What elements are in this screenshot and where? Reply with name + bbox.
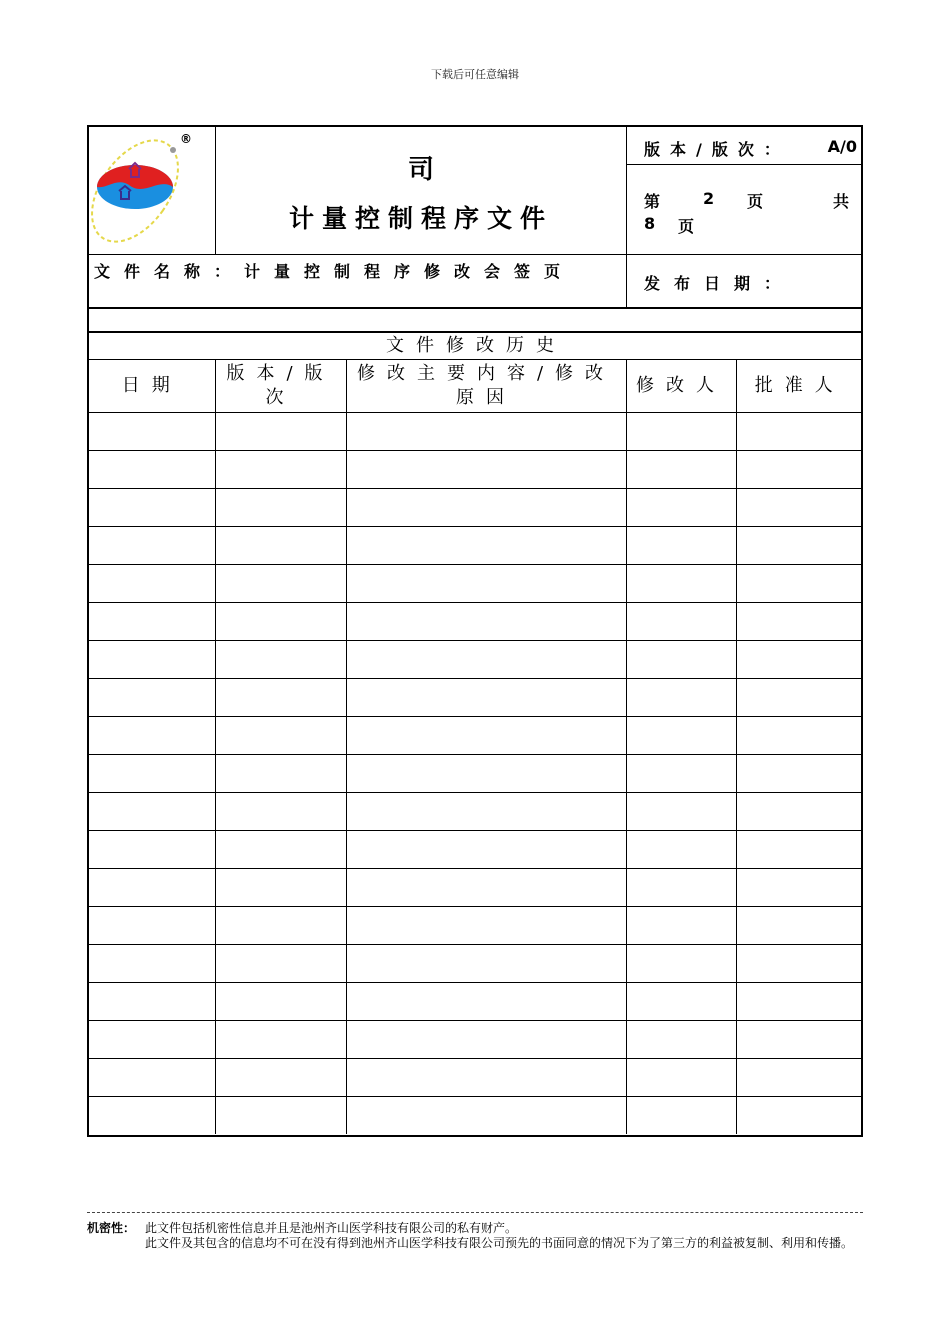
page-total: 8 [644,214,656,233]
cell-approver [736,1097,863,1135]
cell-approver [736,717,863,755]
document-title: 计量控制程序文件 [288,204,553,233]
cell-content [346,527,626,565]
cell-approver [736,489,863,527]
cell-modifier [626,451,736,489]
cell-approver [736,831,863,869]
cell-content [346,1097,626,1135]
col-header-modifier: 修改人 [626,360,736,413]
cell-date [89,603,215,641]
cell-approver [736,907,863,945]
table-row [89,1097,863,1135]
cell-approver [736,945,863,983]
page-suffix: 页 [747,192,764,211]
table-row [89,983,863,1021]
cell-date [89,451,215,489]
spacer-row [89,309,863,332]
file-name-cell [89,255,627,307]
cell-date [89,907,215,945]
cell-approver [736,679,863,717]
cell-content [346,869,626,907]
cell-modifier [626,565,736,603]
history-title: 文件修改历史 [89,332,863,360]
col-header-approver: 批准人 [736,360,863,413]
cell-modifier [626,679,736,717]
cell-content [346,831,626,869]
table-row [89,1021,863,1059]
col-header-content: 修改主要内容/修改原因 [346,360,626,413]
cell-date [89,793,215,831]
cell-date [89,945,215,983]
revision-history-table [87,309,863,1137]
table-row [89,679,863,717]
cell-date [89,831,215,869]
table-row [89,869,863,907]
version-label: 版本/版次： [644,140,790,159]
table-row [89,413,863,451]
table-row [89,755,863,793]
cell-modifier [626,413,736,451]
version-value: A/0 [827,137,857,156]
cell-date [89,565,215,603]
cell-modifier [626,717,736,755]
release-date-cell [627,255,863,307]
registered-mark: ® [180,132,192,146]
version-cell [627,127,863,165]
cell-content [346,983,626,1021]
logo-cell [89,127,216,255]
cell-content [346,641,626,679]
cell-approver [736,793,863,831]
company-logo [89,127,214,253]
top-note: 下载后可任意编辑 [431,68,519,81]
cell-content [346,945,626,983]
cell-modifier [626,641,736,679]
release-date-label: 发布日期： [644,274,795,293]
cell-date [89,983,215,1021]
cell-date [89,869,215,907]
history-title-row [89,332,863,360]
cell-version [215,527,346,565]
cell-approver [736,413,863,451]
cell-approver [736,527,863,565]
cell-date [89,641,215,679]
cell-date [89,755,215,793]
cell-modifier [626,1097,736,1135]
cell-content [346,565,626,603]
cell-content [346,755,626,793]
table-row [89,641,863,679]
cell-modifier [626,755,736,793]
cell-version [215,489,346,527]
cell-content [346,413,626,451]
total-prefix: 共 [832,192,849,211]
cell-modifier [626,1021,736,1059]
cell-content [346,489,626,527]
cell-version [215,945,346,983]
cell-modifier [626,603,736,641]
cell-version [215,413,346,451]
file-name-label: 文件名称：计量控制程序修改会签页 [94,262,575,281]
cell-modifier [626,793,736,831]
table-row [89,565,863,603]
cell-content [346,1059,626,1097]
cell-version [215,679,346,717]
cell-version [215,793,346,831]
cell-content [346,717,626,755]
cell-modifier [626,1059,736,1097]
page-prefix: 第 [644,192,661,211]
confidentiality-line-1: 此文件包括机密性信息并且是池州齐山医学科技有限公司的私有财产。 [145,1221,518,1235]
cell-version [215,565,346,603]
cell-approver [736,869,863,907]
table-row [89,1059,863,1097]
cell-date [89,413,215,451]
table-row [89,717,863,755]
cell-content [346,451,626,489]
cell-modifier [626,489,736,527]
cell-modifier [626,907,736,945]
cell-approver [736,1059,863,1097]
cell-date [89,1097,215,1135]
cell-approver [736,641,863,679]
table-row [89,907,863,945]
confidentiality-label: 机密性： [87,1221,136,1235]
cell-version [215,983,346,1021]
cell-date [89,489,215,527]
cell-approver [736,755,863,793]
table-row [89,489,863,527]
cell-version [215,831,346,869]
page-number: 2 [703,189,715,208]
page-cell [627,165,863,255]
table-row [89,603,863,641]
cell-version [215,451,346,489]
company-title: 司 [407,155,434,185]
table-row [89,945,863,983]
cell-approver [736,1021,863,1059]
cell-modifier [626,945,736,983]
cell-version [215,907,346,945]
cell-version [215,1021,346,1059]
cell-version [215,1097,346,1135]
cell-approver [736,603,863,641]
cell-version [215,717,346,755]
cell-date [89,717,215,755]
column-header-row [89,360,863,413]
cell-approver [736,565,863,603]
cell-version [215,869,346,907]
cell-content [346,679,626,717]
table-row [89,793,863,831]
title-cell [216,127,627,255]
cell-modifier [626,869,736,907]
table-row [89,831,863,869]
cell-content [346,907,626,945]
cell-version [215,603,346,641]
cell-content [346,793,626,831]
total-suffix: 页 [678,217,695,236]
cell-content [346,603,626,641]
cell-version [215,1059,346,1097]
cell-approver [736,451,863,489]
col-header-version: 版本/版次 [215,360,346,413]
document-header [87,125,863,309]
cell-date [89,1059,215,1097]
cell-date [89,679,215,717]
cell-date [89,527,215,565]
cell-modifier [626,831,736,869]
cell-content [346,1021,626,1059]
table-row [89,527,863,565]
footer-divider [87,1212,863,1213]
cell-approver [736,983,863,1021]
confidentiality-line-2: 此文件及其包含的信息均不可在没有得到池州齐山医学科技有限公司预先的书面同意的情况下为了第三方的利益被复制、利用和传播。 [145,1236,854,1250]
cell-version [215,641,346,679]
cell-version [215,755,346,793]
table-row [89,451,863,489]
cell-modifier [626,983,736,1021]
col-header-date: 日期 [89,360,215,413]
cell-date [89,1021,215,1059]
cell-modifier [626,527,736,565]
